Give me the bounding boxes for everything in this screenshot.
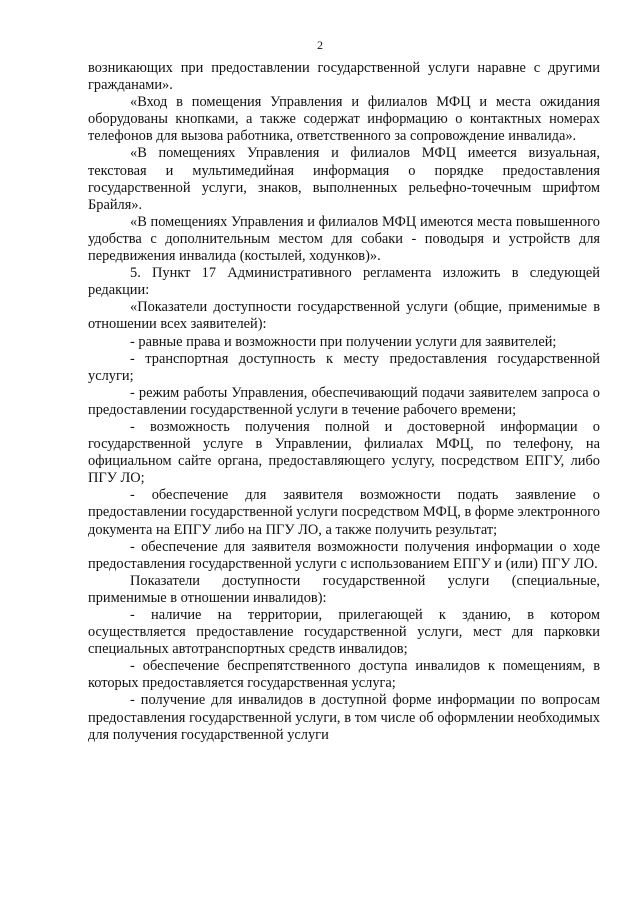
- document-body: [88, 60, 600, 744]
- page-number: 2: [317, 38, 323, 52]
- paragraph: возникающих при предоставлении государственной услуги наравне с другими гражданами».: [88, 60, 600, 94]
- list-item: - обеспечение для заявителя возможности подать заявление о предоставлении государственной услуги посредством МФЦ, в форме электронного документа на ЕПГУ либо на ПГУ ЛО, а также получить результат;: [88, 487, 600, 538]
- paragraph: «В помещениях Управления и филиалов МФЦ имеется визуальная, текстовая и мультимедийная информация о порядке предоставления государственной услуги, знаков, выполненных рельефно-точечным шрифтом Брайля».: [88, 145, 600, 213]
- paragraph: «Вход в помещения Управления и филиалов МФЦ и места ожидания оборудованы кнопками, а также содержат информацию о контактных номерах телефонов для вызова работника, ответственного за сопровождение инвалида».: [88, 94, 600, 145]
- paragraph: Показатели доступности государственной услуги (специальные, применимые в отношении инвалидов):: [88, 572, 600, 606]
- list-item: - получение для инвалидов в доступной форме информации по вопросам предоставления государственной услуги, в том числе об оформлении необходимых для получения государственной услуги: [88, 692, 600, 743]
- list-item: - равные права и возможности при получении услуги для заявителей;: [130, 333, 557, 350]
- list-item: - возможность получения полной и достоверной информации о государственной услуге в Управлении, филиалах МФЦ, по телефону, на официальном сайте органа, предоставляющего услугу, посредством ЕПГУ, либо ПГУ ЛО;: [88, 418, 600, 487]
- list-item: - обеспечение беспрепятственного доступа инвалидов к помещениям, в которых предоставляется государственная услуга;: [88, 658, 600, 692]
- list-item: - наличие на территории, прилегающей к зданию, в котором осуществляется предоставление государственной услуги, мест для парковки специальных автотранспортных средств инвалидов;: [88, 607, 600, 658]
- list-item: - обеспечение для заявителя возможности получения информации о ходе предоставления государственной услуги с использованием ЕПГУ и (или) ПГУ ЛО.: [88, 538, 600, 572]
- paragraph: «Показатели доступности государственной услуги (общие, применимые в отношении всех заявителей):: [88, 299, 600, 333]
- list-item: - транспортная доступность к месту предоставления государственной услуги;: [88, 350, 600, 384]
- list-item: - режим работы Управления, обеспечивающий подачи заявителем запроса о предоставлении государственной услуги в течение рабочего времени;: [88, 384, 600, 418]
- paragraph: «В помещениях Управления и филиалов МФЦ имеются места повышенного удобства с дополнительным местом для собаки - поводыря и устройств для передвижения инвалида (костылей, ходунков)».: [88, 213, 600, 265]
- paragraph: 5. Пункт 17 Административного регламента изложить в следующей редакции:: [88, 265, 600, 299]
